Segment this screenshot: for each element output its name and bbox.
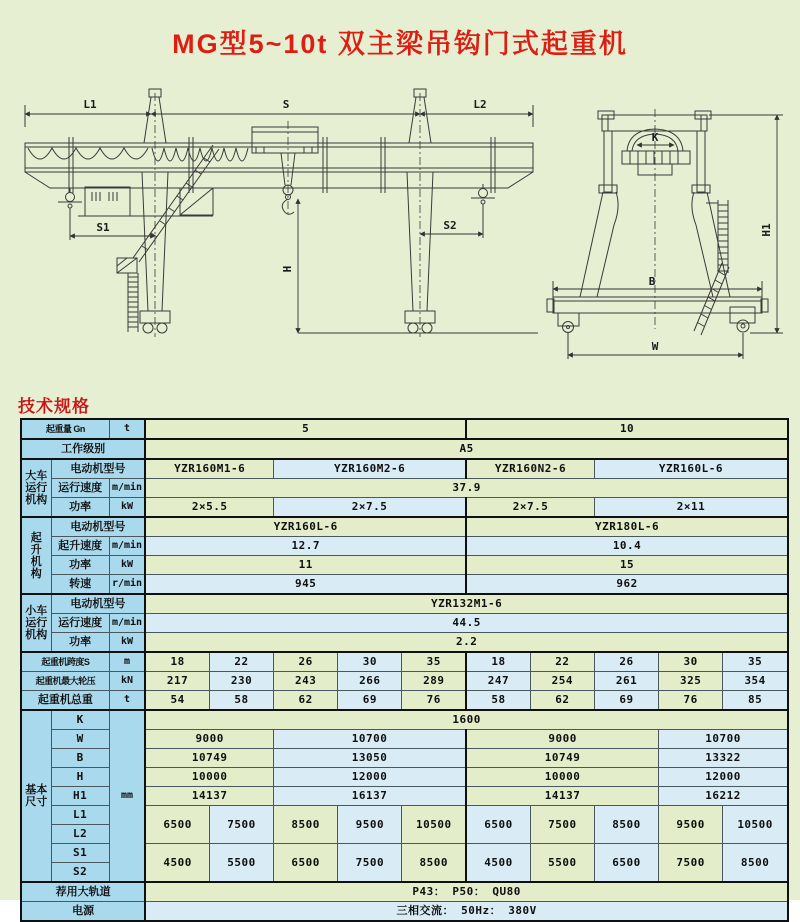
table-row — [21, 902, 788, 922]
dim-label-b: B — [648, 275, 656, 288]
row-label: L1 — [51, 806, 109, 825]
spec-value: 16212 — [659, 787, 788, 806]
spec-value: 35 — [723, 652, 788, 672]
unit-label: kN — [109, 672, 145, 691]
spec-value: 44.5 — [145, 614, 788, 633]
spec-value: YZR160M2-6 — [274, 459, 467, 479]
spec-value: 9500 — [338, 806, 402, 844]
spec-value: 54 — [145, 691, 209, 711]
spec-value: 266 — [338, 672, 402, 691]
spec-value: P43： P50： QU80 — [145, 882, 788, 902]
spec-value: 10749 — [145, 749, 273, 768]
unit-label: m — [109, 652, 145, 672]
spec-value: 8500 — [402, 844, 466, 883]
row-label: 起重机跨度S — [21, 652, 109, 672]
spec-value: 2×7.5 — [274, 498, 467, 518]
row-label: H1 — [51, 787, 109, 806]
page-title: MG型5~10t 双主梁吊钩门式起重机 — [172, 29, 628, 59]
spec-value: 13322 — [659, 749, 788, 768]
table-row — [21, 575, 788, 595]
row-label: 运行速度 — [51, 614, 109, 633]
table-row — [21, 556, 788, 575]
dim-label-s: S — [282, 98, 290, 111]
spec-value: 11 — [145, 556, 466, 575]
spec-value: 962 — [466, 575, 788, 595]
row-label: W — [51, 730, 109, 749]
table-row — [21, 691, 788, 711]
spec-value: YZR160M1-6 — [145, 459, 273, 479]
spec-value: 10000 — [466, 768, 658, 787]
spec-value: 9000 — [145, 730, 273, 749]
spec-value: 62 — [274, 691, 338, 711]
left-leg — [140, 89, 170, 337]
row-label: 荐用大轨道 — [21, 882, 145, 902]
spec-value: 6500 — [274, 844, 338, 883]
row-label: 功率 — [51, 633, 109, 653]
spec-value: 7500 — [338, 844, 402, 883]
spec-value: 7500 — [659, 844, 723, 883]
table-row — [21, 633, 788, 653]
spec-value: 58 — [209, 691, 273, 711]
spec-value: 4500 — [145, 844, 209, 883]
spec-value: 1600 — [145, 710, 788, 730]
table-row — [21, 517, 788, 537]
spec-table — [20, 418, 789, 922]
spec-value: 261 — [594, 672, 658, 691]
row-label: 电动机型号 — [51, 459, 145, 479]
table-row — [21, 459, 788, 479]
spec-value: 4500 — [466, 844, 530, 883]
spec-value: 85 — [723, 691, 788, 711]
group-label: 基本 尺寸 — [21, 710, 51, 882]
front-elevation-view — [25, 89, 538, 337]
spec-value: 16137 — [274, 787, 467, 806]
row-label: B — [51, 749, 109, 768]
spec-value: 8500 — [594, 806, 658, 844]
spec-value: 26 — [274, 652, 338, 672]
spec-value: 10749 — [466, 749, 658, 768]
table-row — [21, 439, 788, 459]
spec-value: 247 — [466, 672, 530, 691]
spec-value: 217 — [145, 672, 209, 691]
spec-value: 10500 — [402, 806, 466, 844]
spec-value: 7500 — [209, 806, 273, 844]
left-buffer — [58, 188, 82, 208]
right-leg — [405, 89, 435, 337]
table-row — [21, 537, 788, 556]
unit-label: kW — [109, 498, 145, 518]
spec-value: A5 — [145, 439, 788, 459]
table-row — [21, 882, 788, 902]
spec-value: 354 — [723, 672, 788, 691]
unit-label: kW — [109, 556, 145, 575]
spec-value: 37.9 — [145, 479, 788, 498]
spec-value: 10 — [466, 419, 788, 439]
table-row — [21, 614, 788, 633]
girder — [25, 137, 533, 193]
unit-label: r/min — [109, 575, 145, 595]
spec-value: 254 — [530, 672, 594, 691]
spec-value: 58 — [466, 691, 530, 711]
side-elevation-view — [547, 109, 783, 359]
spec-value: YZR180L-6 — [466, 517, 788, 537]
spec-value: 2×7.5 — [466, 498, 594, 518]
spec-value: 9000 — [466, 730, 658, 749]
spec-value: YZR160L-6 — [145, 517, 466, 537]
row-label: H — [51, 768, 109, 787]
spec-value: 15 — [466, 556, 788, 575]
spec-value: 30 — [338, 652, 402, 672]
spec-value: 三相交流： 50Hz： 380V — [145, 902, 788, 922]
row-label: L2 — [51, 825, 109, 844]
spec-value: 2×5.5 — [145, 498, 273, 518]
unit-label: mm — [109, 710, 145, 882]
spec-value: 18 — [466, 652, 530, 672]
technical-drawing — [0, 85, 800, 395]
spec-value: 69 — [338, 691, 402, 711]
unit-label: m/min — [109, 614, 145, 633]
row-label: S2 — [51, 863, 109, 883]
row-label: 电动机型号 — [51, 517, 145, 537]
group-label: 大车 运行 机构 — [21, 459, 51, 517]
spec-value: 10500 — [723, 806, 788, 844]
spec-value: 2×11 — [594, 498, 788, 518]
spec-value: 12000 — [659, 768, 788, 787]
spec-value: 5 — [145, 419, 466, 439]
unit-label: t — [109, 691, 145, 711]
unit-label: m/min — [109, 537, 145, 556]
table-row — [21, 710, 788, 730]
table-row — [21, 594, 788, 614]
row-label: 起重机最大轮压 — [21, 672, 109, 691]
spec-value: 14137 — [145, 787, 273, 806]
spec-value: 325 — [659, 672, 723, 691]
dim-label-s1: S1 — [96, 221, 110, 234]
row-label: 电动机型号 — [51, 594, 145, 614]
spec-value: 230 — [209, 672, 273, 691]
unit-label: t — [109, 419, 145, 439]
spec-value: 69 — [594, 691, 658, 711]
spec-value: 7500 — [530, 806, 594, 844]
table-row — [21, 419, 788, 439]
spec-value: 243 — [274, 672, 338, 691]
row-label: 起升速度 — [51, 537, 109, 556]
table-row — [21, 672, 788, 691]
spec-value: 12.7 — [145, 537, 466, 556]
table-row — [21, 498, 788, 518]
dim-label-s2: S2 — [443, 219, 457, 232]
unit-label: kW — [109, 633, 145, 653]
spec-value: 9500 — [659, 806, 723, 844]
spec-value: 22 — [530, 652, 594, 672]
spec-value: 945 — [145, 575, 466, 595]
spec-value: 76 — [402, 691, 466, 711]
spec-value: 62 — [530, 691, 594, 711]
spec-value: YZR160L-6 — [594, 459, 788, 479]
section-heading: 技术规格 — [18, 397, 90, 416]
row-label: K — [51, 710, 109, 730]
spec-value: 30 — [659, 652, 723, 672]
spec-value: 13050 — [274, 749, 467, 768]
group-label: 小车 运行 机构 — [21, 594, 51, 652]
table-row — [21, 479, 788, 498]
row-label: 起重机总重 — [21, 691, 109, 711]
spec-value: 6500 — [594, 844, 658, 883]
dim-label-l2: L2 — [473, 98, 487, 111]
dim-label-l1: L1 — [83, 98, 97, 111]
spec-value: 10700 — [659, 730, 788, 749]
row-label: 电源 — [21, 902, 145, 922]
spec-value: 5500 — [530, 844, 594, 883]
spec-value: 10.4 — [466, 537, 788, 556]
machinery-platform — [78, 145, 219, 332]
spec-value: 22 — [209, 652, 273, 672]
spec-value: 6500 — [466, 806, 530, 844]
base-beam — [547, 297, 768, 333]
spec-value: 12000 — [274, 768, 467, 787]
spec-value: 6500 — [145, 806, 209, 844]
spec-value: 8500 — [723, 844, 788, 883]
spec-value: 289 — [402, 672, 466, 691]
dim-label-h1: H1 — [760, 223, 773, 237]
dim-label-h: H — [281, 265, 294, 273]
spec-value: YZR132M1-6 — [145, 594, 788, 614]
spec-value: 5500 — [209, 844, 273, 883]
unit-label: m/min — [109, 479, 145, 498]
row-label: 工作级别 — [21, 439, 145, 459]
spec-value: 76 — [659, 691, 723, 711]
table-row — [21, 652, 788, 672]
row-label: 运行速度 — [51, 479, 109, 498]
spec-value: 26 — [594, 652, 658, 672]
spec-value: YZR160N2-6 — [466, 459, 594, 479]
row-label: S1 — [51, 844, 109, 863]
dim-label-k: K — [651, 131, 659, 144]
spec-value: 10700 — [274, 730, 467, 749]
dim-label-w: W — [651, 340, 659, 353]
trolley — [252, 127, 318, 153]
row-label: 功率 — [51, 556, 109, 575]
spec-value: 10000 — [145, 768, 273, 787]
row-label: 起重量 Gn — [21, 419, 109, 439]
spec-value: 18 — [145, 652, 209, 672]
spec-value: 14137 — [466, 787, 658, 806]
spec-value: 2.2 — [145, 633, 788, 653]
row-label: 转速 — [51, 575, 109, 595]
spec-value: 35 — [402, 652, 466, 672]
group-label: 起 升 机 构 — [21, 517, 51, 594]
spec-value: 8500 — [274, 806, 338, 844]
row-label: 功率 — [51, 498, 109, 518]
